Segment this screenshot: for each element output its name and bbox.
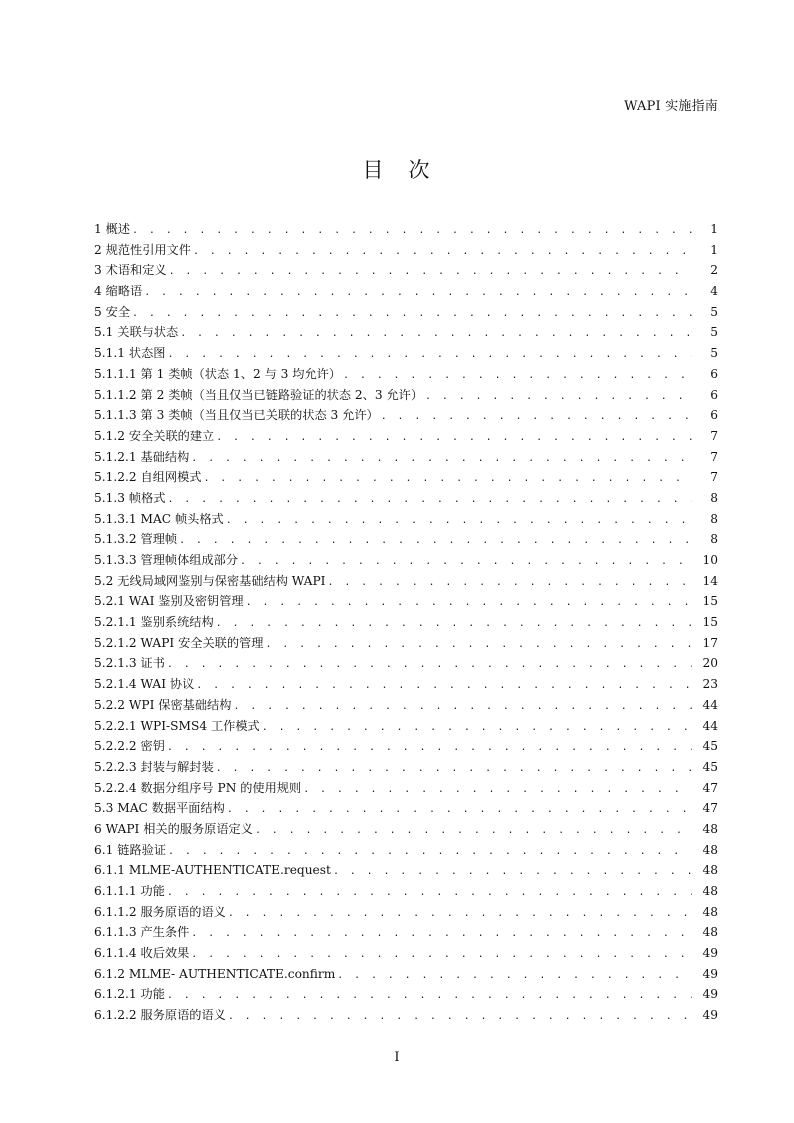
toc-entry-page: 48	[702, 821, 718, 836]
toc-entry[interactable]	[94, 798, 718, 819]
toc-entry-page: 45	[702, 759, 718, 774]
toc-entry-label: 5.2.1.1 鉴别系统结构	[94, 615, 214, 630]
toc-entry-page: 1	[710, 242, 718, 257]
toc-entry-label: 5.2.1.2 WAPI 安全关联的管理	[94, 635, 264, 650]
toc-entry[interactable]	[94, 922, 718, 943]
toc-entry[interactable]	[94, 778, 718, 799]
toc-entry[interactable]	[94, 260, 718, 281]
toc-entry-page: 6	[710, 408, 718, 423]
toc-entry-label: 5.2.2.3 封装与解封装	[94, 759, 214, 774]
toc-entry-label: 5.2.2.4 数据分组序号 PN 的使用规则	[94, 780, 302, 795]
toc-dot-leader	[228, 904, 692, 925]
toc-entry-page: 48	[702, 863, 718, 878]
toc-entry-label: 5.2.1.4 WAI 协议	[94, 677, 195, 692]
toc-dot-leader	[179, 531, 692, 552]
toc-entry[interactable]	[94, 240, 718, 261]
toc-entry-page: 14	[702, 573, 718, 588]
toc-entry-label: 3 术语和定义	[94, 263, 167, 278]
toc-dot-leader	[216, 428, 692, 449]
toc-entry-label: 5.2.2.2 密钥	[94, 739, 165, 754]
toc-entry[interactable]	[94, 488, 718, 509]
toc-entry-page: 48	[702, 904, 718, 919]
toc-entry-label: 5.2.1.3 证书	[94, 656, 165, 671]
toc-entry-label: 5.1.2.2 自组网模式	[94, 470, 202, 485]
toc-entry-page: 44	[702, 697, 718, 712]
toc-dot-leader	[233, 697, 692, 718]
toc-entry-page: 6	[710, 366, 718, 381]
toc-entry[interactable]	[94, 1005, 718, 1026]
toc-entry-page: 47	[702, 801, 718, 816]
toc-dot-leader	[132, 304, 692, 325]
toc-entry[interactable]	[94, 385, 718, 406]
page-number: I	[394, 1050, 400, 1065]
toc-entry-page: 6	[710, 387, 718, 402]
toc-entry-page: 45	[702, 739, 718, 754]
toc-entry-label: 6.1.2.2 服务原语的语义	[94, 1008, 226, 1023]
toc-dot-leader	[328, 573, 693, 594]
toc-entry-label: 6 WAPI 相关的服务原语定义	[94, 821, 253, 836]
toc-entry[interactable]	[94, 819, 718, 840]
toc-dot-leader	[226, 511, 692, 532]
toc-dot-leader	[262, 718, 692, 739]
toc-entry[interactable]	[94, 757, 718, 778]
toc-dot-leader	[240, 552, 692, 573]
toc-entry[interactable]	[94, 364, 718, 385]
toc-entry-label: 6.1 链路验证	[94, 842, 167, 857]
toc-entry[interactable]	[94, 405, 718, 426]
toc-entry-label: 5.1.3.2 管理帧	[94, 532, 178, 547]
toc-dot-leader	[167, 738, 692, 759]
toc-entry[interactable]	[94, 840, 718, 861]
toc-entry[interactable]	[94, 550, 718, 571]
toc-entry-label: 5.2.1 WAI 鉴别及密钥管理	[94, 594, 244, 609]
toc-entry-label: 5.1.1.1 第 1 类帧（状态 1、2 与 3 均允许）	[94, 366, 342, 381]
toc-dot-leader	[337, 966, 692, 987]
toc-entry-label: 5.1.2 安全关联的建立	[94, 428, 215, 443]
toc-entry[interactable]	[94, 281, 718, 302]
toc-entry[interactable]	[94, 860, 718, 881]
toc-dot-leader	[425, 387, 692, 408]
toc-entry[interactable]	[94, 612, 718, 633]
toc-dot-leader	[180, 324, 692, 345]
toc-entry-label: 5.1.3.1 MAC 帧头格式	[94, 511, 224, 526]
toc-entry-label: 6.1.1.3 产生条件	[94, 925, 190, 940]
toc-dot-leader	[169, 262, 692, 283]
toc-dot-leader	[191, 449, 692, 470]
toc-entry-label: 5.1.3.3 管理帧体组成部分	[94, 553, 239, 567]
toc-entry[interactable]	[94, 674, 718, 695]
toc-entry-page: 48	[702, 842, 718, 857]
running-header: WAPI 实施指南	[624, 99, 718, 114]
toc-entry-page: 2	[710, 263, 718, 278]
toc-entry-label: 6.1.1.1 功能	[94, 884, 165, 898]
toc-dot-leader	[381, 407, 692, 428]
toc-entry[interactable]	[94, 984, 718, 1005]
toc-entry-page: 8	[710, 490, 718, 505]
toc-entry-page: 20	[702, 656, 718, 671]
toc-dot-leader	[132, 221, 692, 242]
toc-entry-page: 8	[710, 532, 718, 547]
toc-entry-label: 5.2 无线局域网鉴别与保密基础结构 WAPI	[94, 573, 326, 588]
toc-dot-leader	[167, 345, 692, 366]
toc-entry[interactable]	[94, 322, 718, 343]
toc-dot-leader	[167, 655, 692, 676]
toc-entry-label: 5.1.3 帧格式	[94, 490, 166, 505]
toc-entry[interactable]	[94, 509, 718, 530]
toc-entry-page: 7	[710, 428, 718, 443]
toc-entry-page: 47	[702, 780, 718, 795]
toc-entry-page: 15	[702, 594, 718, 609]
toc-dot-leader	[168, 842, 692, 863]
toc-entry[interactable]	[94, 591, 718, 612]
toc-entry-page: 48	[702, 884, 718, 898]
toc-entry-label: 6.1.2 MLME- AUTHENTICATE.confirm	[94, 966, 336, 981]
toc-dot-leader	[303, 780, 692, 801]
toc-entry[interactable]	[94, 343, 718, 364]
toc-entry[interactable]	[94, 426, 718, 447]
toc-entry-label: 5.1.1.3 第 3 类帧（当且仅当已关联的状态 3 允许）	[94, 408, 379, 423]
toc-entry-page: 5	[710, 346, 718, 361]
toc-entry-label: 6.1.1.4 收后效果	[94, 946, 190, 961]
toc-dot-leader	[227, 800, 692, 821]
toc-entry-page: 5	[710, 325, 718, 340]
toc-dot-leader	[191, 924, 692, 945]
toc-entry-page: 23	[702, 677, 718, 692]
toc-entry-page: 48	[702, 925, 718, 940]
toc-entry-page: 17	[702, 635, 718, 650]
toc-entry-label: 5.1.1 状态图	[94, 346, 166, 361]
toc-entry[interactable]	[94, 571, 718, 592]
toc-entry[interactable]	[94, 902, 718, 923]
toc-entry-page: 7	[710, 470, 718, 485]
toc-entry[interactable]	[94, 447, 718, 468]
toc-entry-label: 6.1.2.1 功能	[94, 987, 165, 1002]
toc-dot-leader	[216, 614, 692, 635]
toc-dot-leader	[343, 366, 692, 387]
toc-entry-page: 49	[702, 987, 718, 1002]
toc-entry[interactable]	[94, 219, 718, 240]
toc-entry-label: 2 规范性引用文件	[94, 242, 191, 257]
table-of-contents	[94, 219, 718, 1026]
toc-entry[interactable]	[94, 695, 718, 716]
toc-dot-leader	[167, 490, 692, 511]
toc-entry[interactable]	[94, 736, 718, 757]
toc-dot-leader	[191, 945, 692, 966]
toc-dot-leader	[203, 469, 692, 490]
toc-entry-page: 49	[702, 966, 718, 981]
toc-entry-label: 5.1 关联与状态	[94, 325, 179, 340]
toc-entry-page: 44	[702, 718, 718, 733]
toc-dot-leader	[144, 283, 692, 304]
toc-entry[interactable]	[94, 943, 718, 964]
toc-entry-page: 4	[710, 284, 718, 299]
toc-entry-label: 5.1.1.2 第 2 类帧（当且仅当已链路验证的状态 2、3 允许）	[94, 387, 424, 402]
toc-entry-label: 5.1.2.1 基础结构	[94, 449, 190, 464]
toc-entry-page: 7	[710, 449, 718, 464]
toc-entry-label: 5.2.2.1 WPI-SMS4 工作模式	[94, 718, 260, 733]
toc-dot-leader	[193, 242, 692, 263]
toc-entry-page: 10	[702, 553, 718, 567]
toc-entry-label: 5.2.2 WPI 保密基础结构	[94, 697, 232, 712]
toc-entry-label: 5 安全	[94, 304, 131, 319]
toc-entry[interactable]	[94, 302, 718, 323]
toc-entry-label: 6.1.1.2 服务原语的语义	[94, 904, 226, 919]
toc-entry-page: 49	[702, 1008, 718, 1023]
toc-entry[interactable]	[94, 633, 718, 654]
toc-dot-leader	[255, 821, 692, 842]
toc-dot-leader	[196, 676, 692, 697]
toc-entry-page: 15	[702, 615, 718, 630]
toc-entry-label: 6.1.1 MLME-AUTHENTICATE.request	[94, 863, 331, 878]
toc-entry-page: 5	[710, 304, 718, 319]
page-title: 目 次	[362, 158, 432, 182]
toc-entry[interactable]	[94, 716, 718, 737]
toc-entry-page: 1	[710, 222, 718, 236]
toc-entry-page: 8	[710, 511, 718, 526]
toc-dot-leader	[167, 883, 692, 904]
toc-dot-leader	[265, 635, 692, 656]
toc-dot-leader	[333, 862, 692, 883]
toc-entry-label: 4 缩略语	[94, 284, 143, 299]
toc-entry-label: 5.3 MAC 数据平面结构	[94, 801, 225, 816]
toc-dot-leader	[216, 759, 692, 780]
toc-dot-leader	[246, 593, 692, 614]
toc-entry[interactable]	[94, 964, 718, 985]
toc-entry-page: 49	[702, 946, 718, 961]
toc-entry-label: 1 概述	[94, 222, 131, 236]
toc-dot-leader	[228, 1007, 692, 1028]
toc-entry[interactable]	[94, 529, 718, 550]
toc-entry[interactable]	[94, 653, 718, 674]
toc-entry[interactable]	[94, 881, 718, 902]
toc-entry[interactable]	[94, 467, 718, 488]
toc-dot-leader	[167, 986, 692, 1007]
